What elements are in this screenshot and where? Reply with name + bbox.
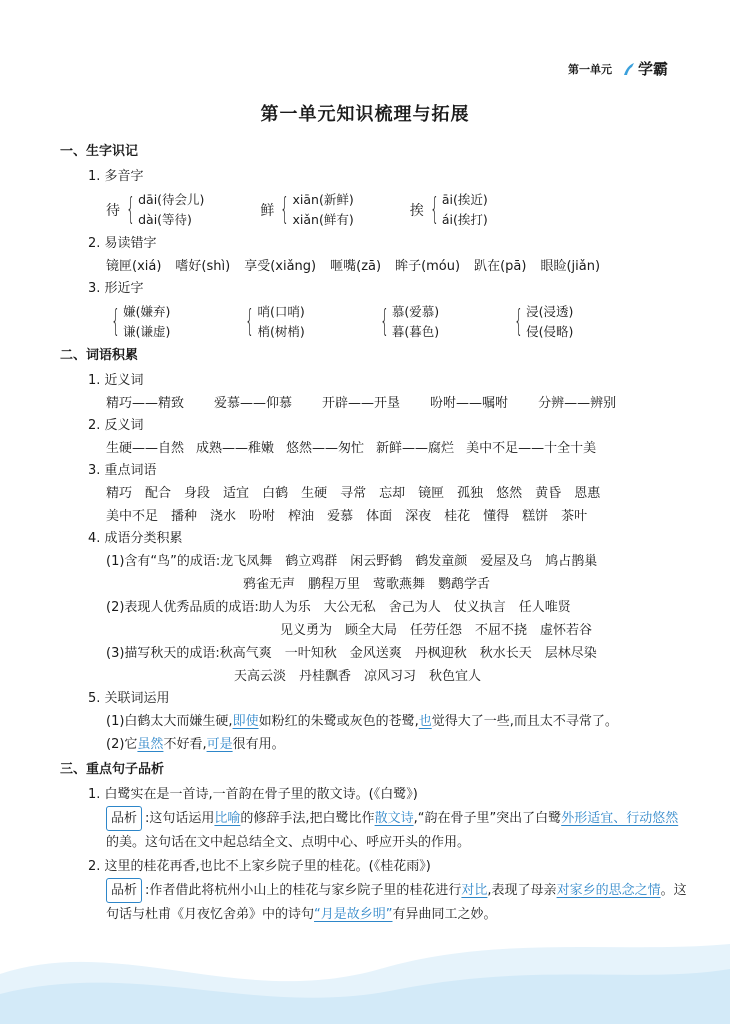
key-word: 播种 [171, 509, 198, 524]
word-item: 嗜好(shì) [175, 259, 231, 274]
polyphone-list [106, 190, 680, 230]
subsection-heading: 1. 近义词 [88, 373, 144, 388]
word-pair: 生硬——自然 [106, 441, 185, 456]
similar-char-item [509, 302, 573, 342]
key-word: 体面 [366, 509, 393, 524]
analysis-label: 品析 [106, 878, 142, 903]
answer-highlight: 对比 [461, 883, 488, 898]
brand-logo [622, 58, 668, 79]
word-pair: 新鲜——腐烂 [376, 441, 455, 456]
similar-char-item [240, 302, 304, 342]
word-item: 趴在(pā) [474, 259, 527, 274]
brand-swoosh-icon [622, 61, 636, 77]
idiom-group [106, 550, 680, 688]
idiom-line: (3)描写秋天的成语:秋高气爽 一叶知秋 金风送爽 丹枫迎秋 秋水长天 层林尽染 [106, 646, 597, 661]
unit-label: 第一单元 [567, 62, 612, 76]
answer-highlight: 比喻 [214, 811, 241, 826]
word-pair: 悠然——匆忙 [286, 441, 365, 456]
sentence-text: (1)白鹤太大而嫌生硬, [106, 714, 233, 729]
page-header [568, 58, 668, 79]
conjunction-example [106, 710, 680, 733]
word-pair: 吩咐——嘱咐 [430, 396, 509, 411]
brace-icon: { [280, 192, 290, 227]
key-word: 爱慕 [327, 509, 354, 524]
similar-char-item [375, 302, 439, 342]
word-item: 眼睑(jiǎn) [540, 259, 601, 274]
word-item: 眸子(móu) [395, 259, 461, 274]
brace-icon: { [126, 192, 135, 227]
key-word: 配合 [145, 486, 172, 501]
key-word: 懂得 [483, 509, 510, 524]
sentence-text: 不好看, [163, 737, 207, 752]
key-word: 吩咐 [249, 509, 276, 524]
analysis-text: 。这句话与杜甫《月夜忆舍弟》中的诗句 [106, 883, 687, 922]
conjunction-word: 可是 [206, 737, 233, 752]
subsection-heading: 2. 反义词 [88, 418, 144, 433]
key-word: 忘却 [379, 486, 406, 501]
analysis-text: :作者借此将杭州小山上的桂花与家乡院子里的桂花进行 [145, 883, 462, 898]
decorative-wave [0, 914, 730, 1024]
reading: xiān(新鲜) [292, 192, 354, 207]
conjunction-word: 虽然 [137, 737, 164, 752]
similar-char-item [106, 302, 170, 342]
key-word: 桂花 [444, 509, 471, 524]
key-word: 浇水 [210, 509, 237, 524]
analysis-text: ,表现了母亲 [487, 883, 557, 898]
answer-highlight: 散文诗 [374, 811, 414, 826]
brace-icon: { [111, 304, 120, 339]
word-pair: 开辟——开垦 [322, 396, 401, 411]
key-word: 生硬 [301, 486, 328, 501]
answer-highlight: “月是故乡明” [314, 907, 393, 922]
idiom-line: 天高云淡 丹桂飘香 凉风习习 秋色宜人 [234, 669, 482, 684]
key-word: 适宜 [223, 486, 250, 501]
subsection-heading: 2. 易读错字 [88, 236, 157, 251]
sentence-text: 觉得大了一些,而且太不寻常了。 [431, 714, 618, 729]
key-sentence: 2. 这里的桂花再香,也比不上家乡院子里的桂花。(《桂花雨》) [88, 859, 431, 874]
word-pair: 成熟——稚嫩 [196, 441, 275, 456]
idiom-line: (1)含有“鸟”的成语:龙飞凤舞 鹤立鸡群 闲云野鹤 鹤发童颜 爱屋及乌 鸠占鹊巢 [106, 554, 598, 569]
sentence-analysis [106, 878, 691, 926]
subsection-heading: 3. 形近字 [88, 281, 144, 296]
polyphone-item [260, 190, 353, 230]
answer-highlight: 外形适宜、行动悠然 [561, 811, 679, 826]
polyphone-item [410, 190, 488, 230]
conjunction-example [106, 733, 680, 756]
similar-char-list [106, 302, 680, 342]
polyphone-char: 鲜 [260, 203, 275, 219]
brace-icon: { [379, 304, 389, 339]
analysis-label: 品析 [106, 806, 142, 831]
word-pair: 精巧——精致 [106, 396, 185, 411]
word-item: 谦(谦虚) [123, 324, 171, 339]
section-heading: 二、词语积累 [60, 348, 139, 363]
analysis-text: 的修辞手法,把白鹭比作 [240, 811, 375, 826]
key-sentence: 1. 白鹭实在是一首诗,一首韵在骨子里的散文诗。(《白鹭》) [88, 787, 418, 802]
word-item: 梢(树梢) [257, 324, 305, 339]
brace-icon: { [514, 304, 523, 339]
idiom-line: 见义勇为 顾全大局 任劳任怨 不屈不挠 虚怀若谷 [280, 623, 593, 638]
reading: dài(等待) [138, 212, 192, 227]
antonym-list [106, 437, 680, 460]
key-word: 镜匣 [418, 486, 445, 501]
key-word: 精巧 [106, 486, 133, 501]
key-word: 孤独 [457, 486, 484, 501]
word-pair: 美中不足——十全十美 [466, 441, 597, 456]
brace-icon: { [429, 192, 439, 227]
word-item: 咂嘴(zā) [330, 259, 382, 274]
word-item: 镜匣(xiá) [106, 259, 162, 274]
sentence-analysis [106, 806, 691, 854]
subsection-heading: 1. 多音字 [88, 169, 144, 184]
polyphone-char: 挨 [409, 203, 424, 219]
easy-misread-list [106, 255, 680, 278]
key-word: 身段 [184, 486, 211, 501]
analysis-text: 有异曲同工之妙。 [392, 907, 497, 922]
key-word: 恩惠 [574, 486, 601, 501]
polyphone-char: 待 [106, 203, 120, 219]
sentence-text: 很有用。 [232, 737, 285, 752]
reading: āi(挨近) [441, 192, 488, 207]
word-pair: 爱慕——仰慕 [214, 396, 293, 411]
section-heading: 一、生字识记 [60, 144, 139, 159]
main-content [60, 138, 687, 926]
analysis-text: :这句话运用 [145, 811, 215, 826]
key-word: 白鹤 [262, 486, 289, 501]
word-item: 享受(xiǎng) [244, 259, 317, 274]
analysis-text: 的美。这句话在文中起总结全文、点明中心、呼应开头的作用。 [106, 835, 471, 850]
idiom-line: 鸦雀无声 鹏程万里 莺歌燕舞 鹦鹉学舌 [243, 577, 491, 592]
reading: dāi(待会儿) [138, 192, 205, 207]
key-word: 美中不足 [106, 509, 159, 524]
key-word-row [106, 505, 680, 528]
word-item: 哨(口哨) [257, 304, 305, 319]
key-word: 茶叶 [561, 509, 588, 524]
subsection-heading: 3. 重点词语 [88, 463, 157, 478]
reading: ái(挨打) [441, 212, 488, 227]
brace-icon: { [245, 304, 255, 339]
sentence-text: (2)它 [106, 737, 138, 752]
idiom-line: (2)表现人优秀品质的成语:助人为乐 大公无私 舍己为人 仗义执言 任人唯贤 [106, 600, 571, 615]
word-item: 暮(暮色) [391, 324, 440, 339]
synonym-list [106, 392, 680, 415]
key-word: 黄昏 [535, 486, 562, 501]
analysis-text: ,“韵在骨子里”突出了白鹭 [413, 811, 562, 826]
key-word: 寻常 [340, 486, 367, 501]
key-word: 悠然 [496, 486, 523, 501]
word-item: 浸(浸透) [526, 304, 574, 319]
polyphone-item [106, 190, 204, 230]
subsection-heading: 5. 关联词运用 [88, 691, 170, 706]
page-title: 第一单元知识梳理与拓展 [260, 104, 470, 125]
section-heading: 三、重点句子品析 [60, 762, 165, 777]
key-word: 糕饼 [522, 509, 549, 524]
subsection-heading: 4. 成语分类积累 [88, 531, 183, 546]
sentence-text: 如粉红的朱鹭或灰色的苍鹭, [258, 714, 419, 729]
key-word: 深夜 [405, 509, 432, 524]
answer-highlight: 对家乡的思念之情 [556, 883, 661, 898]
reading: xiǎn(鲜有) [292, 212, 354, 227]
conjunction-word: 也 [418, 714, 432, 729]
word-item: 嫌(嫌弃) [123, 304, 171, 319]
key-word-row [106, 482, 680, 505]
brand-name: 学霸 [637, 60, 668, 78]
word-item: 慕(爱慕) [391, 304, 440, 319]
key-word: 榨油 [288, 509, 315, 524]
conjunction-word: 即使 [232, 714, 259, 729]
word-pair: 分辨——辨别 [538, 396, 617, 411]
word-item: 侵(侵略) [526, 324, 574, 339]
